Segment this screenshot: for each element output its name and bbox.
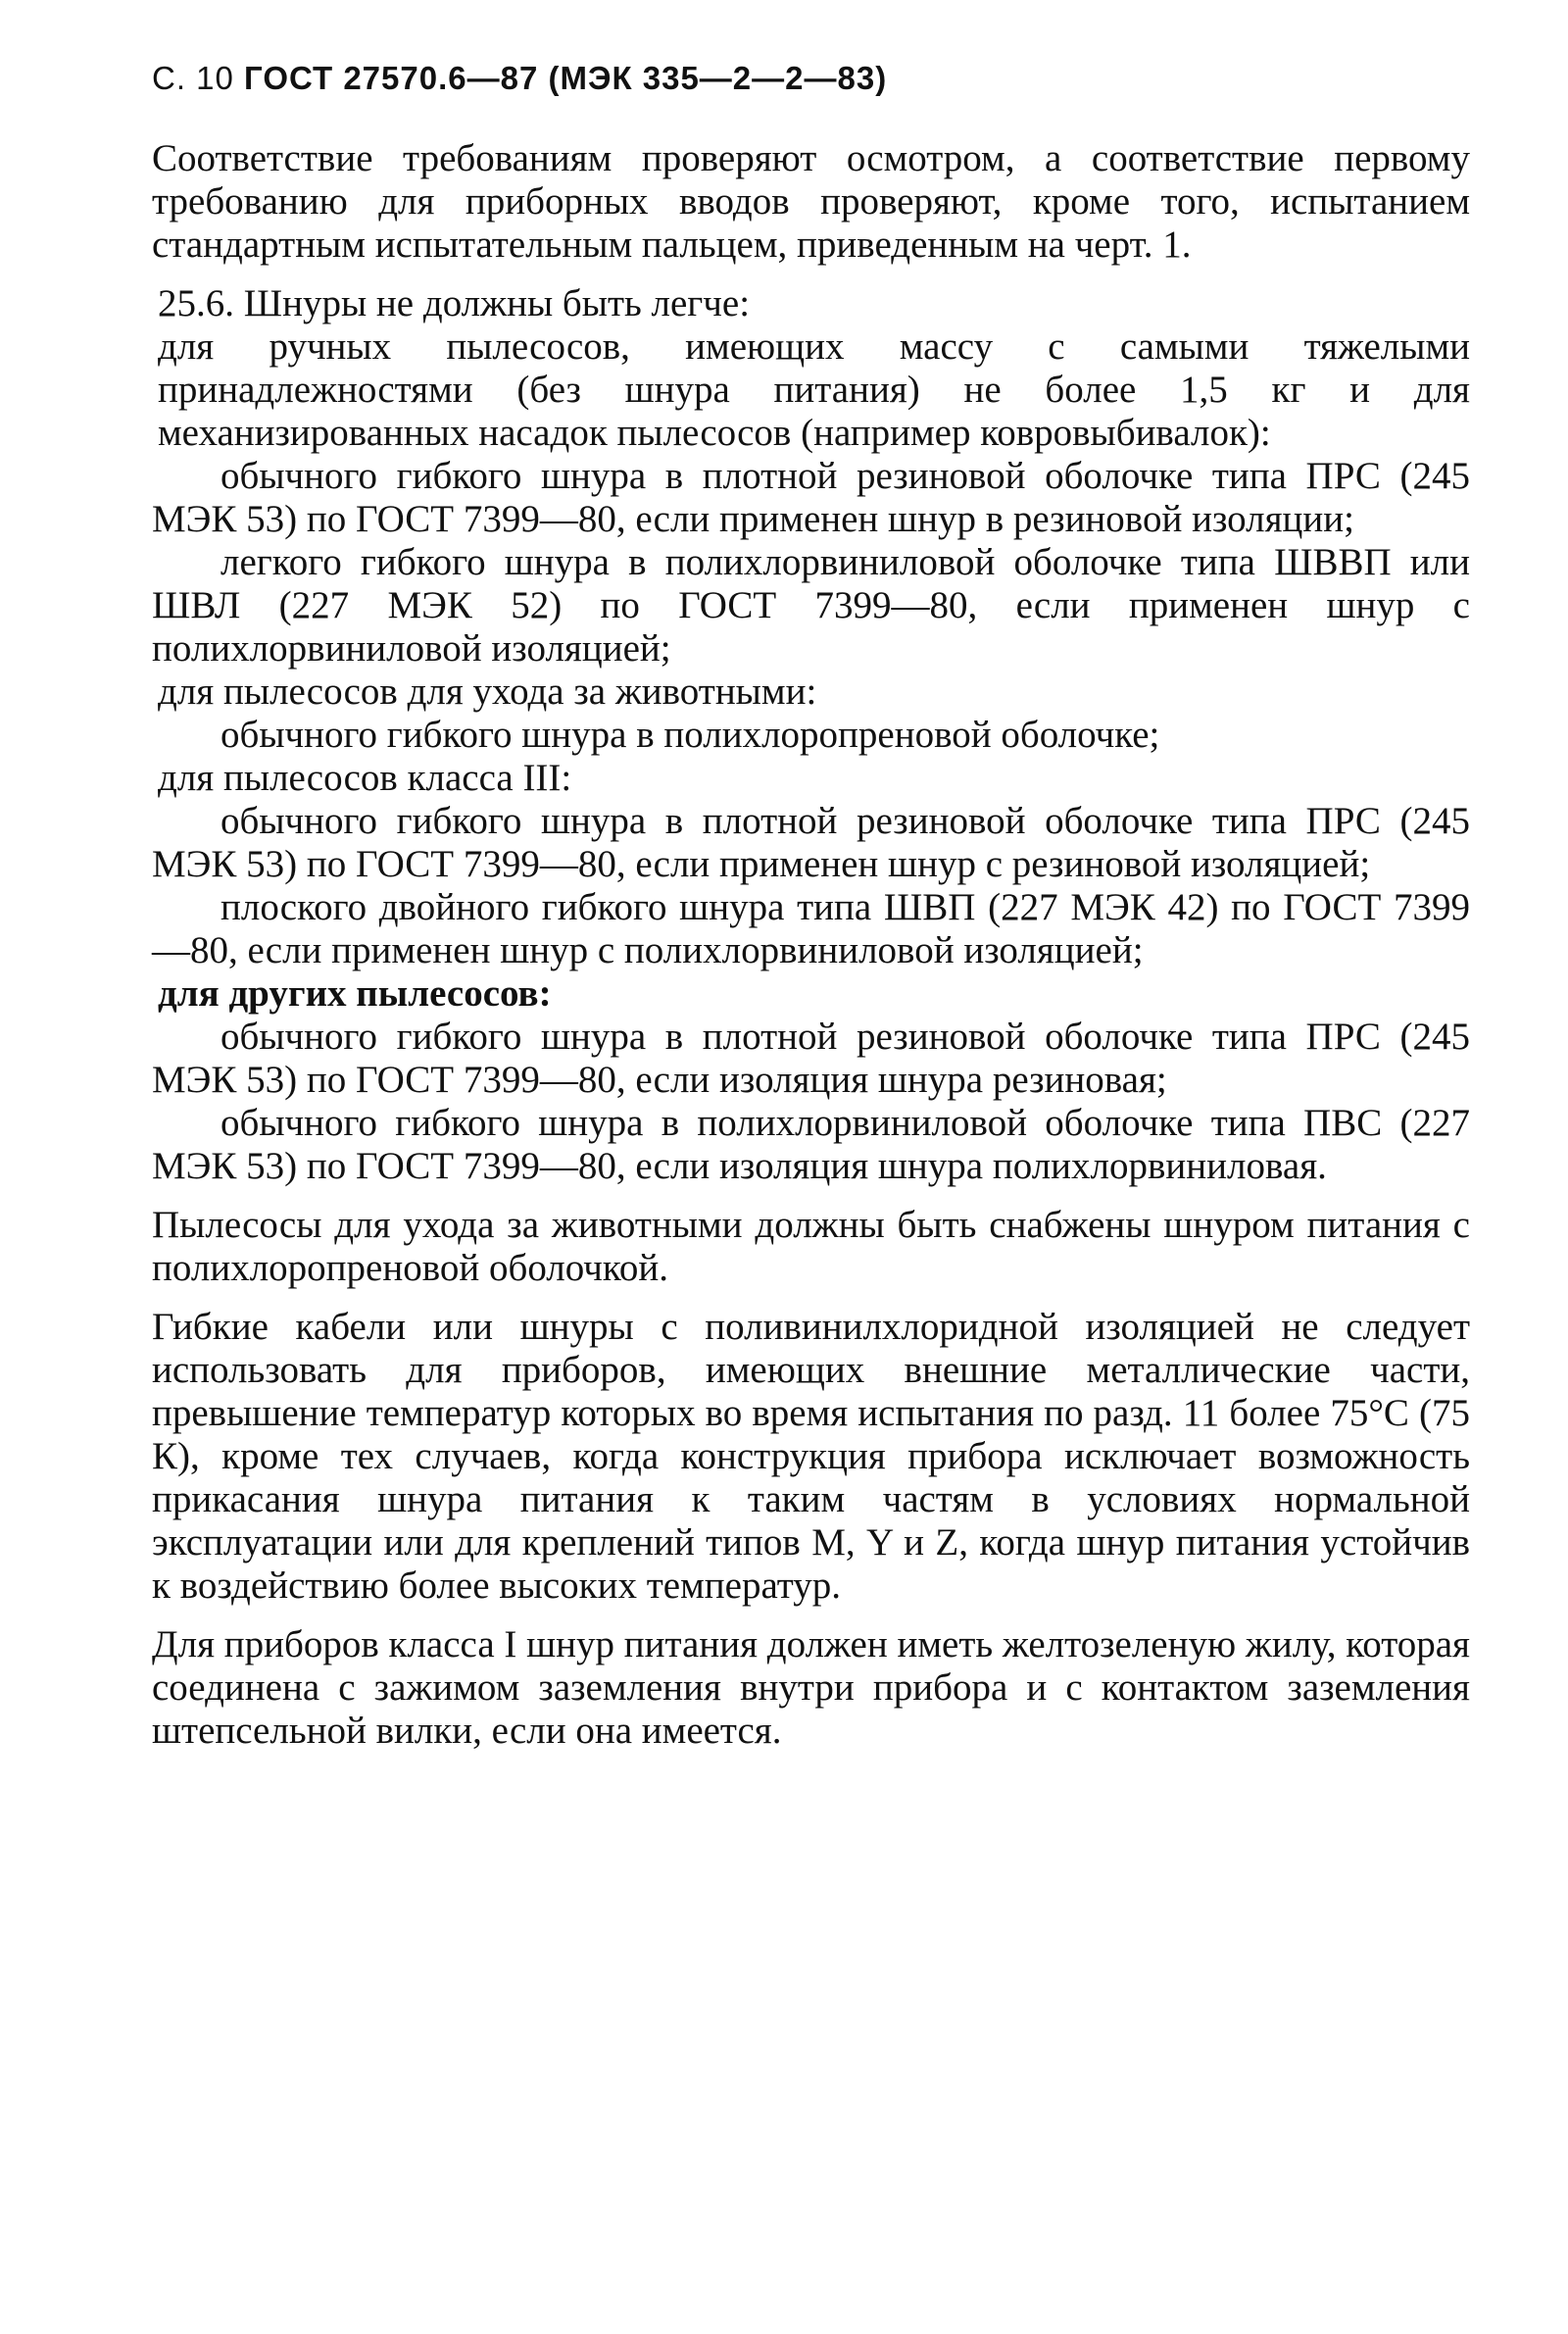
paragraph-animal-cord: Пылесосы для ухода за животными должны быть снабжены шнуром питания с полихлоропреновой оболочкой. xyxy=(152,1204,1470,1289)
page-number: С. 10 xyxy=(152,60,234,96)
other-heading: для других пылесосов: xyxy=(158,972,552,1015)
paragraph-class1: Для приборов класса I шнур питания должен иметь желтозеленую жилу, которая соединена с зажимом заземления внутри прибора и с контактом заземления штепсельной вилки, если она имеется. xyxy=(152,1623,1470,1752)
animal-item-1: обычного гибкого шнура в полихлоропреновой оболочке; xyxy=(220,714,1160,756)
other-item-1: обычного гибкого шнура в плотной резиновой оболочке типа ПРС (245 МЭК 53) по ГОСТ 7399—80, если изоляция шнура резиновая; xyxy=(152,1016,1470,1101)
other-item-2: обычного гибкого шнура в полихлорвиниловой оболочке типа ПВС (227 МЭК 53) по ГОСТ 7399—80, если изоляция шнура полихлорвиниловая. xyxy=(152,1102,1470,1187)
manual-item-2: легкого гибкого шнура в полихлорвиниловой оболочке типа ШВВП или ШВЛ (227 МЭК 52) по ГОСТ 7399—80, если применен шнур с полихлорвиниловой изоляцией; xyxy=(152,541,1470,670)
manual-item-1: обычного гибкого шнура в плотной резиновой оболочке типа ПРС (245 МЭК 53) по ГОСТ 7399—80, если применен шнур в резиновой изоляции; xyxy=(152,455,1470,540)
standard-title: ГОСТ 27570.6—87 (МЭК 335—2—2—83) xyxy=(244,60,888,96)
paragraph-intro: Соответствие требованиям проверяют осмотром, а соответствие первому требованию для приборных вводов проверяют, кроме того, испытанием стандартным испытательным пальцем, приведенным на черт. 1. xyxy=(152,137,1470,266)
paragraph-pvc-limit: Гибкие кабели или шнуры с поливинилхлоридной изоляцией не следует использовать для приборов, имеющих внешние металлические части, превышение температур которых во время испытания по разд. 11 более 75°С (75 К), кроме тех случаев, когда конструкция прибора исключает возможность прикасания шнура питания к таким частям в условиях нормальной эксплуатации или для креплений типов М, Y и Z, когда шнур питания устойчив к воздействию более высоких температур. xyxy=(152,1306,1470,1607)
manual-vacuum-heading: для ручных пылесосов, имеющих массу с самыми тяжелыми принадлежностями (без шнура питания) не более 1,5 кг и для механизированных насадок пылесосов (например ковровыбивалок): xyxy=(158,325,1470,454)
class3-item-2: плоского двойного гибкого шнура типа ШВП (227 МЭК 42) по ГОСТ 7399—80, если применен шнур с полихлорвиниловой изоляцией; xyxy=(152,886,1470,971)
page-header xyxy=(152,59,1470,98)
clause-heading: 25.6. Шнуры не должны быть легче: xyxy=(158,282,751,324)
animal-heading: для пылесосов для ухода за животными: xyxy=(158,670,817,713)
class3-item-1: обычного гибкого шнура в плотной резиновой оболочке типа ПРС (245 МЭК 53) по ГОСТ 7399—80, если применен шнур с резиновой изоляцией; xyxy=(152,800,1470,885)
class3-heading: для пылесосов класса III: xyxy=(158,757,572,799)
